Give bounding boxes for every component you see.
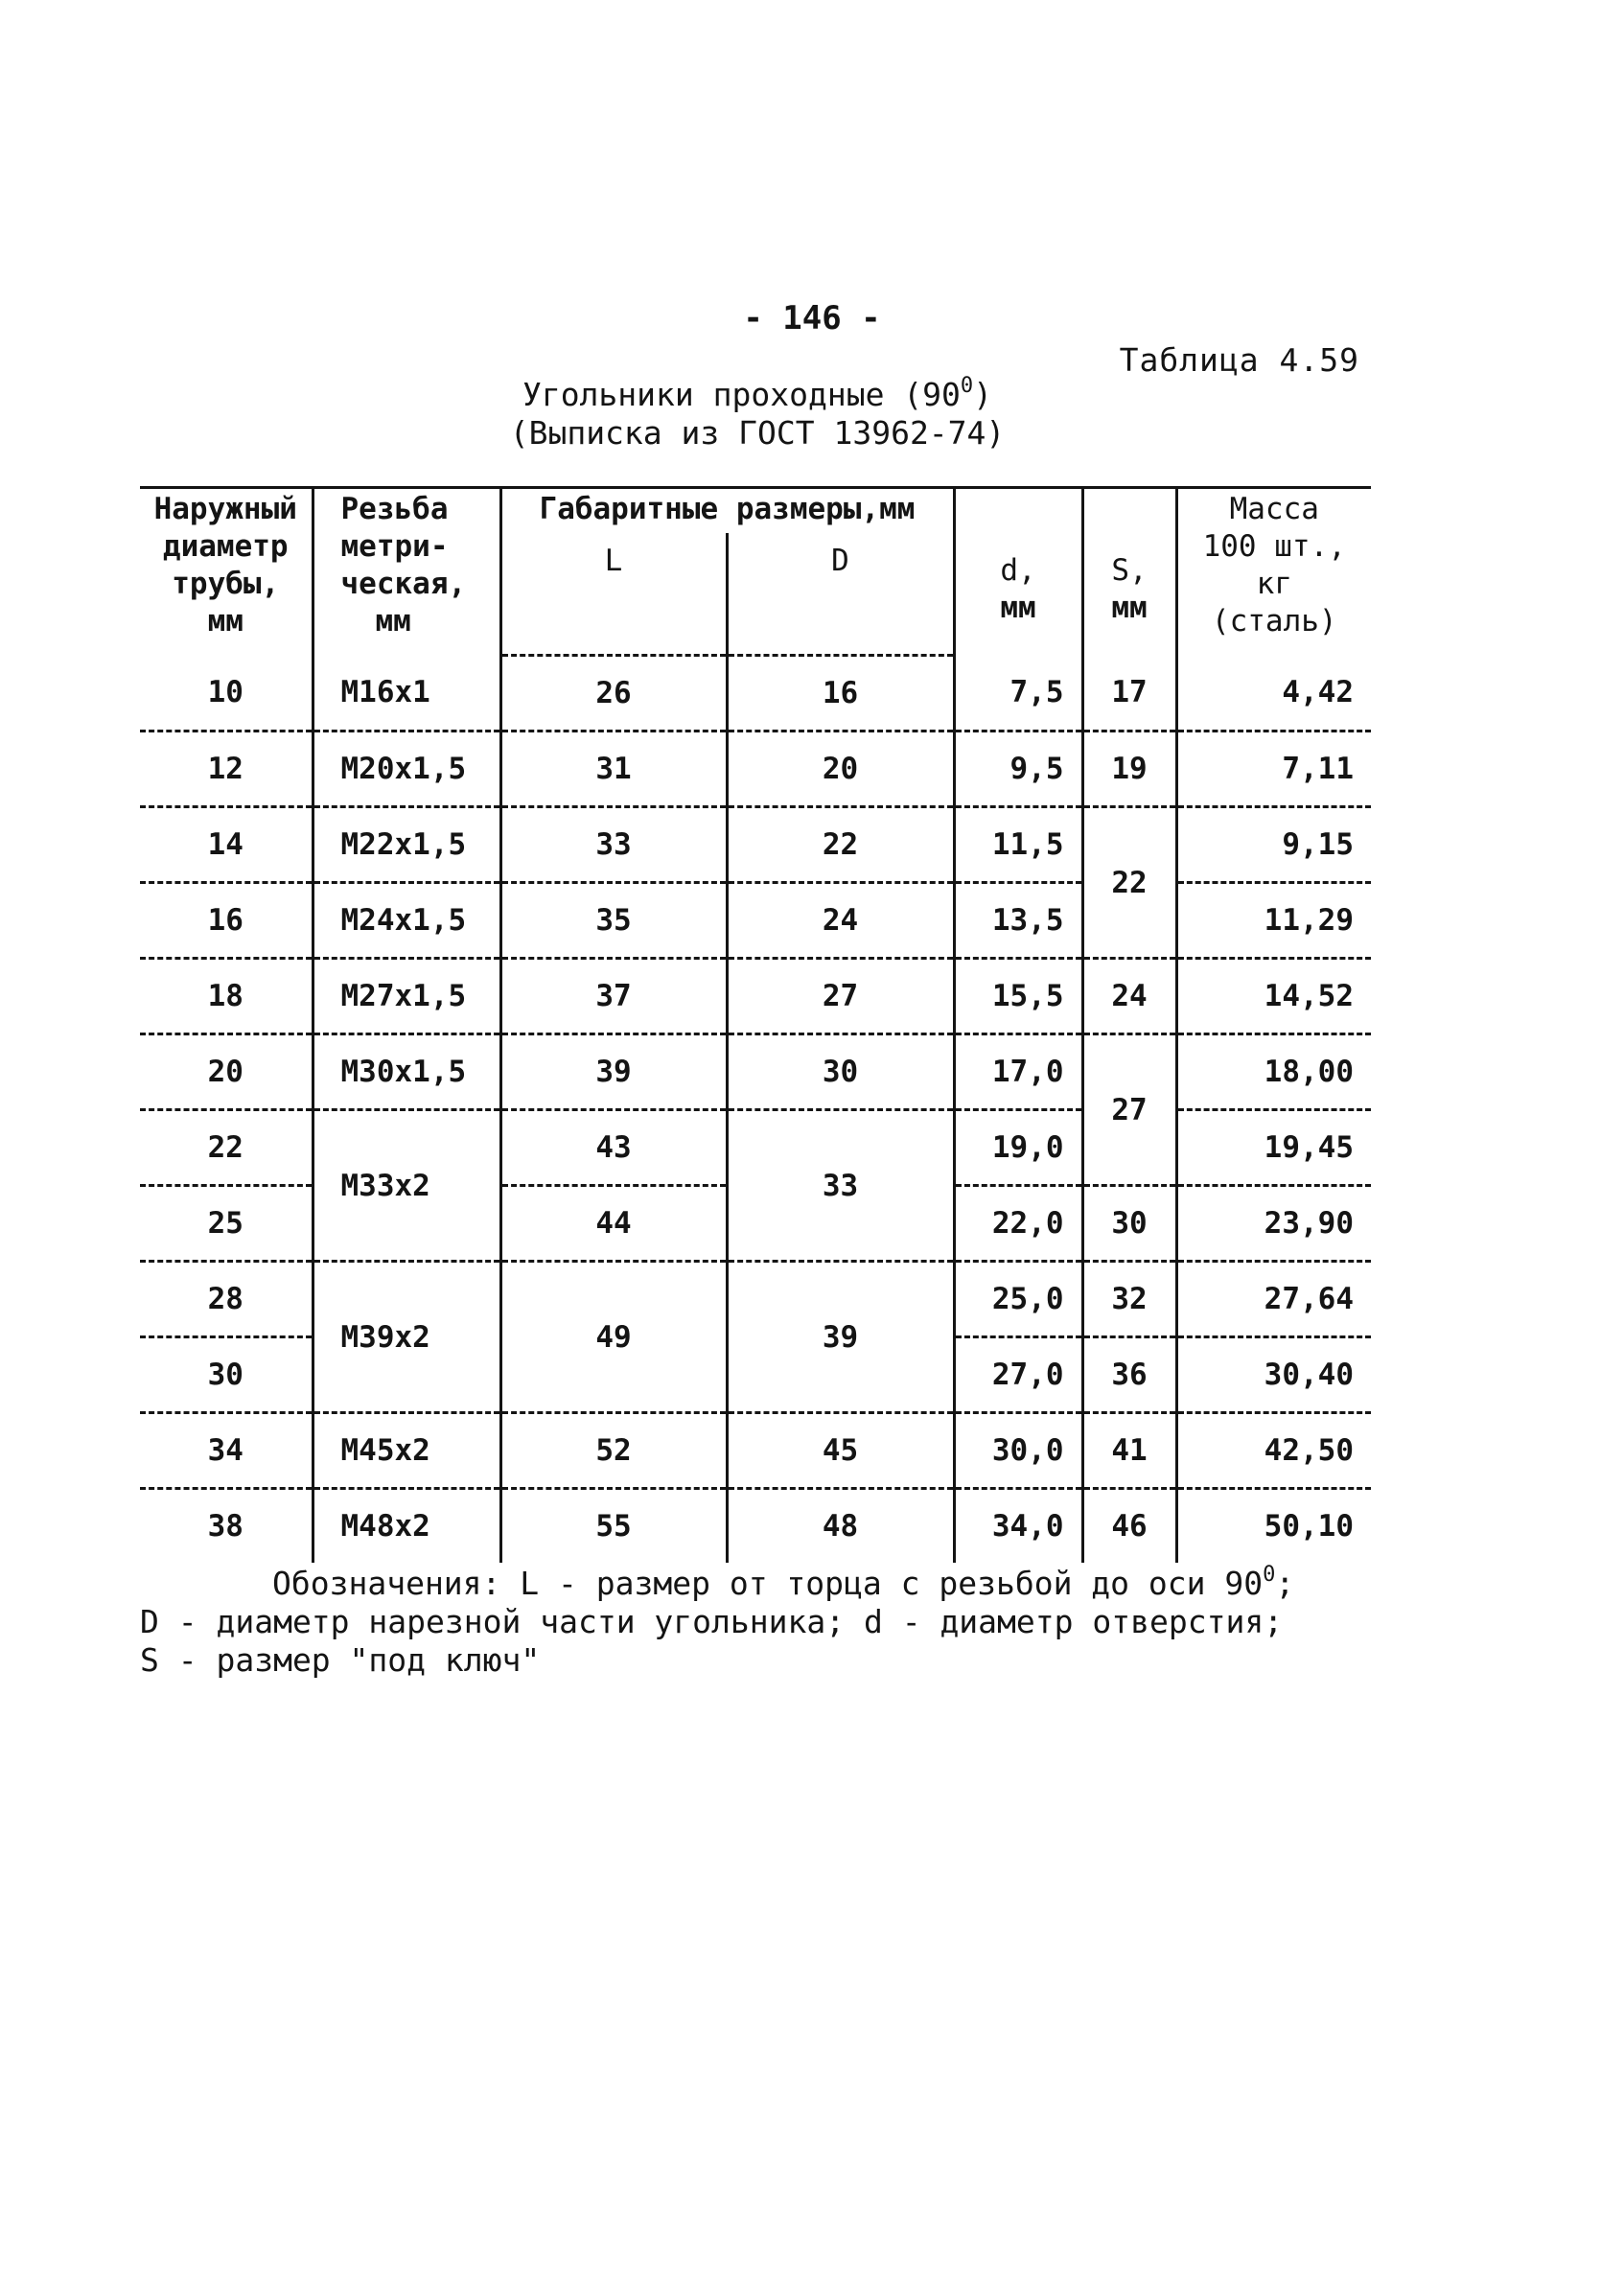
- cell-L: 37: [500, 959, 727, 1034]
- table-row: [140, 1489, 1371, 1564]
- cell-S: 41: [1082, 1413, 1176, 1489]
- cell-d: 25,0: [954, 1262, 1082, 1337]
- cell-S: 17: [1082, 656, 1176, 732]
- cell-dia: 22: [140, 1110, 313, 1186]
- cell-dia: 25: [140, 1186, 313, 1262]
- cell-mass: 14,52: [1176, 959, 1371, 1034]
- cell-D: 39: [727, 1262, 954, 1413]
- notes-line-1-end: ;: [1275, 1565, 1295, 1602]
- table-row: [140, 1110, 1371, 1186]
- table-row: [140, 1413, 1371, 1489]
- title-degree-sup: 0: [960, 374, 974, 398]
- cell-dia: 20: [140, 1034, 313, 1110]
- cell-S: 27: [1082, 1034, 1176, 1186]
- cell-D: 48: [727, 1489, 954, 1564]
- cell-dia: 34: [140, 1413, 313, 1489]
- cell-thread: M27x1,5: [313, 959, 500, 1034]
- header-d: d, мм: [954, 489, 1082, 656]
- cell-D: 33: [727, 1110, 954, 1262]
- cell-D: 45: [727, 1413, 954, 1489]
- cell-S: 22: [1082, 807, 1176, 959]
- cell-d: 9,5: [954, 732, 1082, 807]
- header-outer-diameter: Наружный диаметр трубы, мм: [153, 492, 297, 639]
- notes-line-3: S - размер "под ключ": [140, 1641, 541, 1679]
- cell-thread: M20x1,5: [313, 732, 500, 807]
- cell-L: 39: [500, 1034, 727, 1110]
- cell-d: 7,5: [954, 656, 1082, 732]
- cell-mass: 9,15: [1176, 807, 1371, 883]
- cell-thread: M22x1,5: [313, 807, 500, 883]
- cell-L: 55: [500, 1489, 727, 1564]
- cell-S: 19: [1082, 732, 1176, 807]
- header-thread: Резьба метри- ческая, мм: [313, 489, 500, 656]
- cell-dia: 10: [140, 656, 313, 732]
- cell-S: 32: [1082, 1262, 1176, 1337]
- table-row: [140, 732, 1371, 807]
- table-row: [140, 656, 1371, 732]
- table-row: [140, 1262, 1371, 1337]
- cell-S: 36: [1082, 1337, 1176, 1413]
- cell-thread: M30x1,5: [313, 1034, 500, 1110]
- cell-d: 11,5: [954, 807, 1082, 883]
- page-number: - 146 -: [743, 299, 881, 337]
- header-D: D: [727, 533, 954, 656]
- notes-line-2: D - диаметр нарезной части угольника; d - диаметр отверстия;: [140, 1603, 1284, 1640]
- cell-mass: 23,90: [1176, 1186, 1371, 1262]
- title-line-1-text: Угольники проходные (90: [522, 376, 961, 413]
- cell-d: 13,5: [954, 883, 1082, 959]
- cell-mass: 7,11: [1176, 732, 1371, 807]
- cell-L: 33: [500, 807, 727, 883]
- cell-d: 17,0: [954, 1034, 1082, 1110]
- cell-d: 27,0: [954, 1337, 1082, 1413]
- title-line-1: [0, 376, 1515, 414]
- cell-L: 31: [500, 732, 727, 807]
- cell-dia: 18: [140, 959, 313, 1034]
- cell-mass: 27,64: [1176, 1262, 1371, 1337]
- cell-S: 46: [1082, 1489, 1176, 1564]
- cell-thread: M33x2: [313, 1110, 500, 1262]
- fittings-table: [140, 489, 1371, 1563]
- cell-mass: 30,40: [1176, 1337, 1371, 1413]
- table-row: [140, 883, 1371, 959]
- cell-d: 34,0: [954, 1489, 1082, 1564]
- table-title: [0, 376, 1515, 453]
- cell-L: 26: [500, 656, 727, 732]
- cell-D: 22: [727, 807, 954, 883]
- cell-thread: M45x2: [313, 1413, 500, 1489]
- cell-L: 43: [500, 1110, 727, 1186]
- cell-d: 22,0: [954, 1186, 1082, 1262]
- cell-mass: 19,45: [1176, 1110, 1371, 1186]
- cell-D: 27: [727, 959, 954, 1034]
- notes-degree-sup: 0: [1263, 1563, 1276, 1587]
- cell-mass: 11,29: [1176, 883, 1371, 959]
- cell-L: 52: [500, 1413, 727, 1489]
- cell-thread: M39x2: [313, 1262, 500, 1413]
- cell-dia: 28: [140, 1262, 313, 1337]
- table-row: [140, 1034, 1371, 1110]
- cell-D: 30: [727, 1034, 954, 1110]
- table-number: Таблица 4.59: [1119, 341, 1359, 379]
- cell-thread: M16x1: [313, 656, 500, 732]
- cell-D: 24: [727, 883, 954, 959]
- header-L: L: [500, 533, 727, 656]
- notes-line-1-text: Обозначения: L - размер от торца с резьбой до оси 90: [272, 1565, 1264, 1602]
- legend-notes: [140, 1565, 1386, 1680]
- notes-line-1: [140, 1565, 1386, 1603]
- header-dimensions: Габаритные размеры,мм: [500, 489, 954, 533]
- cell-D: 16: [727, 656, 954, 732]
- title-line-1-end: ): [973, 376, 993, 413]
- cell-thread: M48x2: [313, 1489, 500, 1564]
- cell-d: 19,0: [954, 1110, 1082, 1186]
- cell-d: 30,0: [954, 1413, 1082, 1489]
- cell-d: 15,5: [954, 959, 1082, 1034]
- cell-S: 30: [1082, 1186, 1176, 1262]
- cell-thread: M24x1,5: [313, 883, 500, 959]
- table-row: [140, 807, 1371, 883]
- header-s: S, мм: [1082, 489, 1176, 656]
- cell-L: 44: [500, 1186, 727, 1262]
- cell-dia: 38: [207, 1509, 244, 1544]
- cell-dia: 30: [140, 1337, 313, 1413]
- header-mass: Масса 100 шт., кг (сталь): [1176, 489, 1371, 656]
- cell-dia: 12: [140, 732, 313, 807]
- cell-mass: 18,00: [1176, 1034, 1371, 1110]
- cell-dia: 14: [140, 807, 313, 883]
- cell-mass: 4,42: [1176, 656, 1371, 732]
- cell-dia: 16: [140, 883, 313, 959]
- title-line-2: (Выписка из ГОСТ 13962-74): [509, 414, 1006, 452]
- cell-S: 24: [1082, 959, 1176, 1034]
- cell-L: 49: [500, 1262, 727, 1413]
- cell-mass: 42,50: [1176, 1413, 1371, 1489]
- cell-mass: 50,10: [1176, 1489, 1371, 1564]
- cell-L: 35: [500, 883, 727, 959]
- table-row: [140, 959, 1371, 1034]
- cell-D: 20: [727, 732, 954, 807]
